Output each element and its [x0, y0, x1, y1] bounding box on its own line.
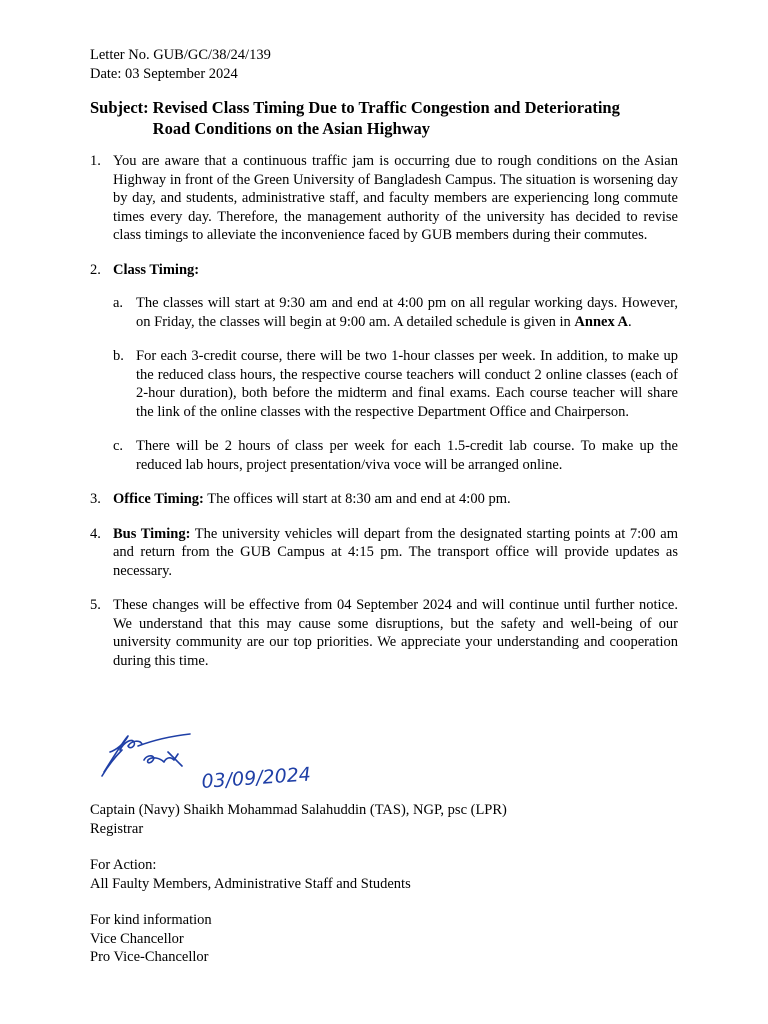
point-heading: Office Timing: — [113, 491, 204, 507]
point-number: 2. — [90, 261, 101, 278]
class-timing-sublist — [113, 294, 678, 474]
point-number: 4. — [90, 525, 101, 542]
point-number: 3. — [90, 491, 101, 507]
point-1 — [90, 152, 678, 245]
point-2 — [90, 261, 678, 475]
letter-date: Date: 03 September 2024 — [90, 65, 238, 82]
subject-text-line-2: Road Conditions on the Asian Highway — [152, 119, 431, 138]
letter-body — [90, 46, 678, 686]
subpoint-text: There will be 2 hours of class per week for each 1.5-credit lab course. To make up the reduced lab hours, project presentation/viva voce will be arranged online. — [136, 438, 678, 473]
subpoint-b — [113, 347, 678, 421]
point-text: The offices will start at 8:30 am and end at 4:00 pm. — [203, 491, 511, 507]
handwritten-signature — [94, 726, 324, 796]
point-text: The university vehicles will depart from the designated starting points at 7:00 am and return from the GUB Campus at 4:15 pm. The transport office will provide updates as necessary. — [113, 525, 678, 579]
subject-text — [149, 97, 620, 139]
for-action-recipients: All Faulty Members, Administrative Staff and Students — [90, 875, 411, 892]
subpoint-end: . — [628, 313, 632, 330]
subpoint-text: The classes will start at 9:30 am and end at 4:00 pm on all regular working days. However, on Friday, the classes will begin at 9:00 am. A detailed schedule is given in — [136, 295, 678, 330]
subpoint-a — [113, 294, 678, 331]
information-recipient-2: Pro Vice-Chancellor — [90, 949, 209, 965]
signatory-title: Registrar — [90, 820, 144, 837]
point-heading: Bus Timing: — [113, 525, 191, 542]
subpoint-text: For each 3-credit course, there will be two 1-hour classes per week. In addition, to make up the reduced class hours, the respective course teachers will conduct 2 online classes (each of 2-hour duration), both before the midterm and final exams. Each course teacher will share the link of the online classes with the respective Department Office and Chairperson. — [136, 348, 678, 420]
point-number: 5. — [90, 597, 101, 613]
for-action-label: For Action: — [90, 857, 157, 873]
point-4 — [90, 525, 678, 581]
subject-label: Subject: — [90, 98, 149, 117]
point-heading: Class Timing: — [113, 261, 200, 278]
for-information-label: For kind information — [90, 912, 212, 928]
subpoint-letter: c. — [113, 438, 124, 454]
handwritten-date: 03/09/2024 — [200, 763, 312, 793]
point-3 — [90, 490, 678, 509]
signatory-block — [90, 801, 507, 967]
information-recipient-1: Vice Chancellor — [90, 930, 184, 947]
point-5 — [90, 596, 678, 670]
point-number: 1. — [90, 153, 101, 169]
subpoint-letter: b. — [113, 348, 124, 364]
letter-number: Letter No. GUB/GC/38/24/139 — [90, 47, 271, 63]
signatory-name: Captain (Navy) Shaikh Mohammad Salahuddin (TAS), NGP, psc (LPR) — [90, 802, 507, 818]
annex-reference: Annex A — [574, 313, 628, 330]
subpoint-letter: a. — [113, 295, 124, 311]
subpoint-c — [113, 437, 678, 474]
point-text: These changes will be effective from 04 September 2024 and will continue until further notice. We understand that this may cause some disruptions, but the safety and well-being of our university community are our top priorities. We appreciate your understanding and cooperation during this time. — [113, 597, 678, 669]
subject-text-line-1: Revised Class Timing Due to Traffic Congestion and Deteriorating — [152, 98, 620, 117]
subject-line — [90, 97, 678, 139]
points-list — [90, 152, 678, 670]
point-text: You are aware that a continuous traffic jam is occurring due to rough conditions on the Asian Highway in front of the Green University of Bangladesh Campus. The situation is worsening day by day, and students, administrative staff, and faculty members are experiencing long commute times every day. Therefore, the management authority of the university has decided to revise class timings to alleviate the inconvenience faced by GUB members during their commutes. — [113, 153, 678, 243]
